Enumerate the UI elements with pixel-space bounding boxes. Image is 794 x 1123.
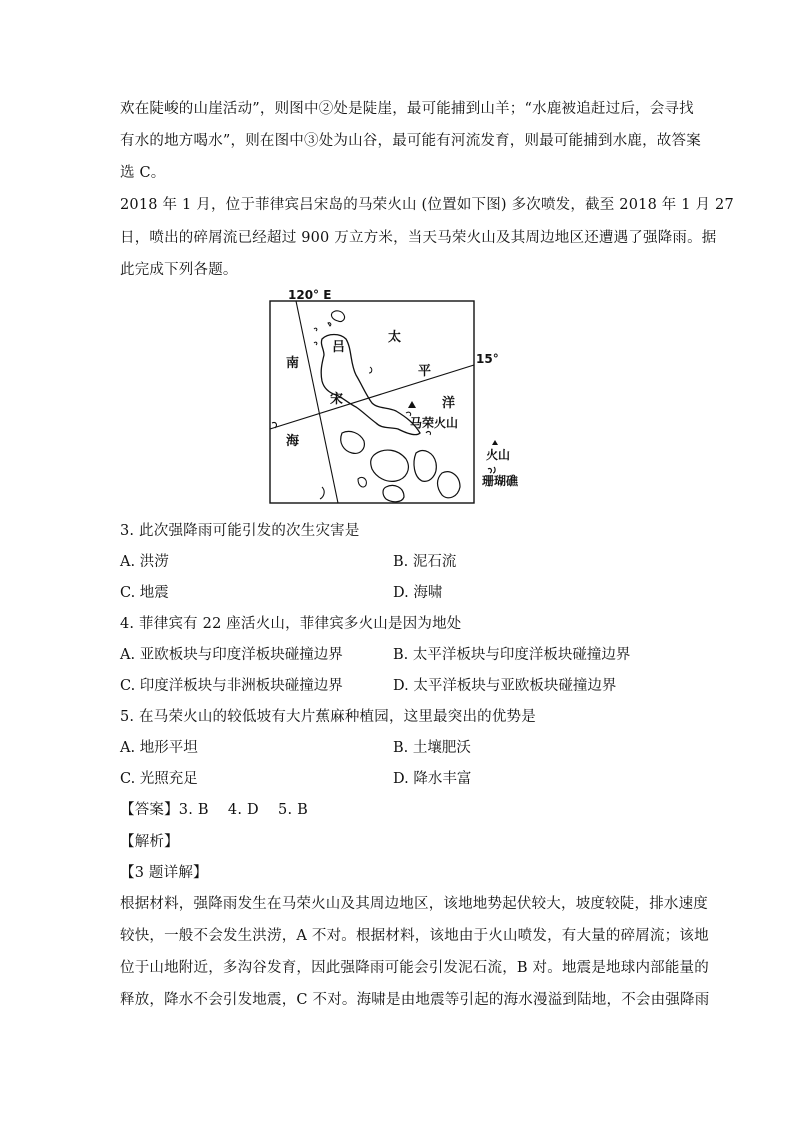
material-line: 2018 年 1 月，位于菲律宾吕宋岛的马荣火山 (位置如下图) 多次喷发，截至 2018 年 1 月 27	[120, 197, 734, 213]
map-char-ping: 平	[418, 364, 432, 379]
volcano-name-label: 马荣火山	[410, 416, 459, 430]
question-stem: 4. 菲律宾有 22 座活火山，菲律宾多火山是因为地处	[120, 616, 462, 632]
babuyan-islands	[331, 311, 344, 322]
option-a: A. 地形平坦	[120, 740, 198, 756]
option-d: D. 降水丰富	[393, 771, 472, 787]
legend-volcano-label: 火山	[486, 448, 511, 462]
option-b: B. 泥石流	[393, 554, 457, 570]
map-char-lv: 吕	[332, 340, 346, 355]
material-line: 此完成下列各题。	[120, 262, 238, 278]
visayas-islands	[371, 450, 409, 481]
answer-line: 【答案】3. B 4. D 5. B	[120, 802, 308, 818]
question-stem: 3. 此次强降雨可能引发的次生灾害是	[120, 523, 360, 539]
map-char-song: 宋	[330, 392, 344, 407]
map-char-hai: 海	[286, 434, 300, 449]
option-d: D. 太平洋板块与亚欧板块碰撞边界	[393, 678, 617, 694]
mayon-volcano-icon	[408, 401, 416, 408]
coral-reef-icon	[488, 467, 495, 473]
latitude-label: 15°	[476, 352, 499, 366]
detail-line: 根据材料，强降雨发生在马荣火山及其周边地区，该地地势起伏较大，坡度较陡，排水速度	[120, 896, 708, 912]
option-b: B. 土壤肥沃	[393, 740, 471, 756]
option-a: A. 洪涝	[120, 554, 169, 570]
detail-heading: 【3 题详解】	[120, 865, 208, 881]
option-d: D. 海啸	[393, 585, 443, 601]
map-char-nan: 南	[286, 356, 300, 371]
legend-reef-label: 珊瑚礁	[482, 474, 519, 488]
analysis-heading: 【解析】	[120, 834, 179, 850]
map-char-yang: 洋	[442, 396, 456, 411]
intro-line: 欢在陡峻的山崖活动”，则图中②处是陡崖，最可能捕到山羊；“水鹿被追赶过后，会寻找	[120, 101, 694, 117]
option-a: A. 亚欧板块与印度洋板块碰撞边界	[120, 647, 343, 663]
detail-line: 较快，一般不会发生洪涝，A 不对。根据材料，该地由于火山喷发，有大量的碎屑流；该地	[120, 928, 709, 944]
intro-line: 选 C。	[120, 165, 166, 181]
mindoro-island	[341, 431, 365, 453]
material-line: 日，喷出的碎屑流已经超过 900 万立方米，当天马荣火山及其周边地区还遭遇了强降雨。据	[120, 230, 717, 246]
longitude-label: 120° E	[288, 288, 332, 302]
volcano-icon	[492, 440, 498, 445]
detail-line: 释放，降水不会引发地震，C 不对。海啸是由地震等引起的海水漫溢到陆地，不会由强降雨	[120, 992, 710, 1008]
option-c: C. 印度洋板块与非洲板块碰撞边界	[120, 678, 343, 694]
luzon-map-figure	[266, 283, 519, 515]
option-c: C. 光照充足	[120, 771, 198, 787]
map-char-tai: 太	[388, 330, 402, 345]
option-b: B. 太平洋板块与印度洋板块碰撞边界	[393, 647, 631, 663]
intro-line: 有水的地方喝水”，则在图中③处为山谷，最可能有河流发育，则最可能捕到水鹿，故答案	[120, 133, 701, 149]
question-stem: 5. 在马荣火山的较低坡有大片蕉麻种植园，这里最突出的优势是	[120, 709, 536, 725]
detail-line: 位于山地附近，多沟谷发育，因此强降雨可能会引发泥石流，B 对。地震是地球内部能量的	[120, 960, 709, 976]
option-c: C. 地震	[120, 585, 169, 601]
